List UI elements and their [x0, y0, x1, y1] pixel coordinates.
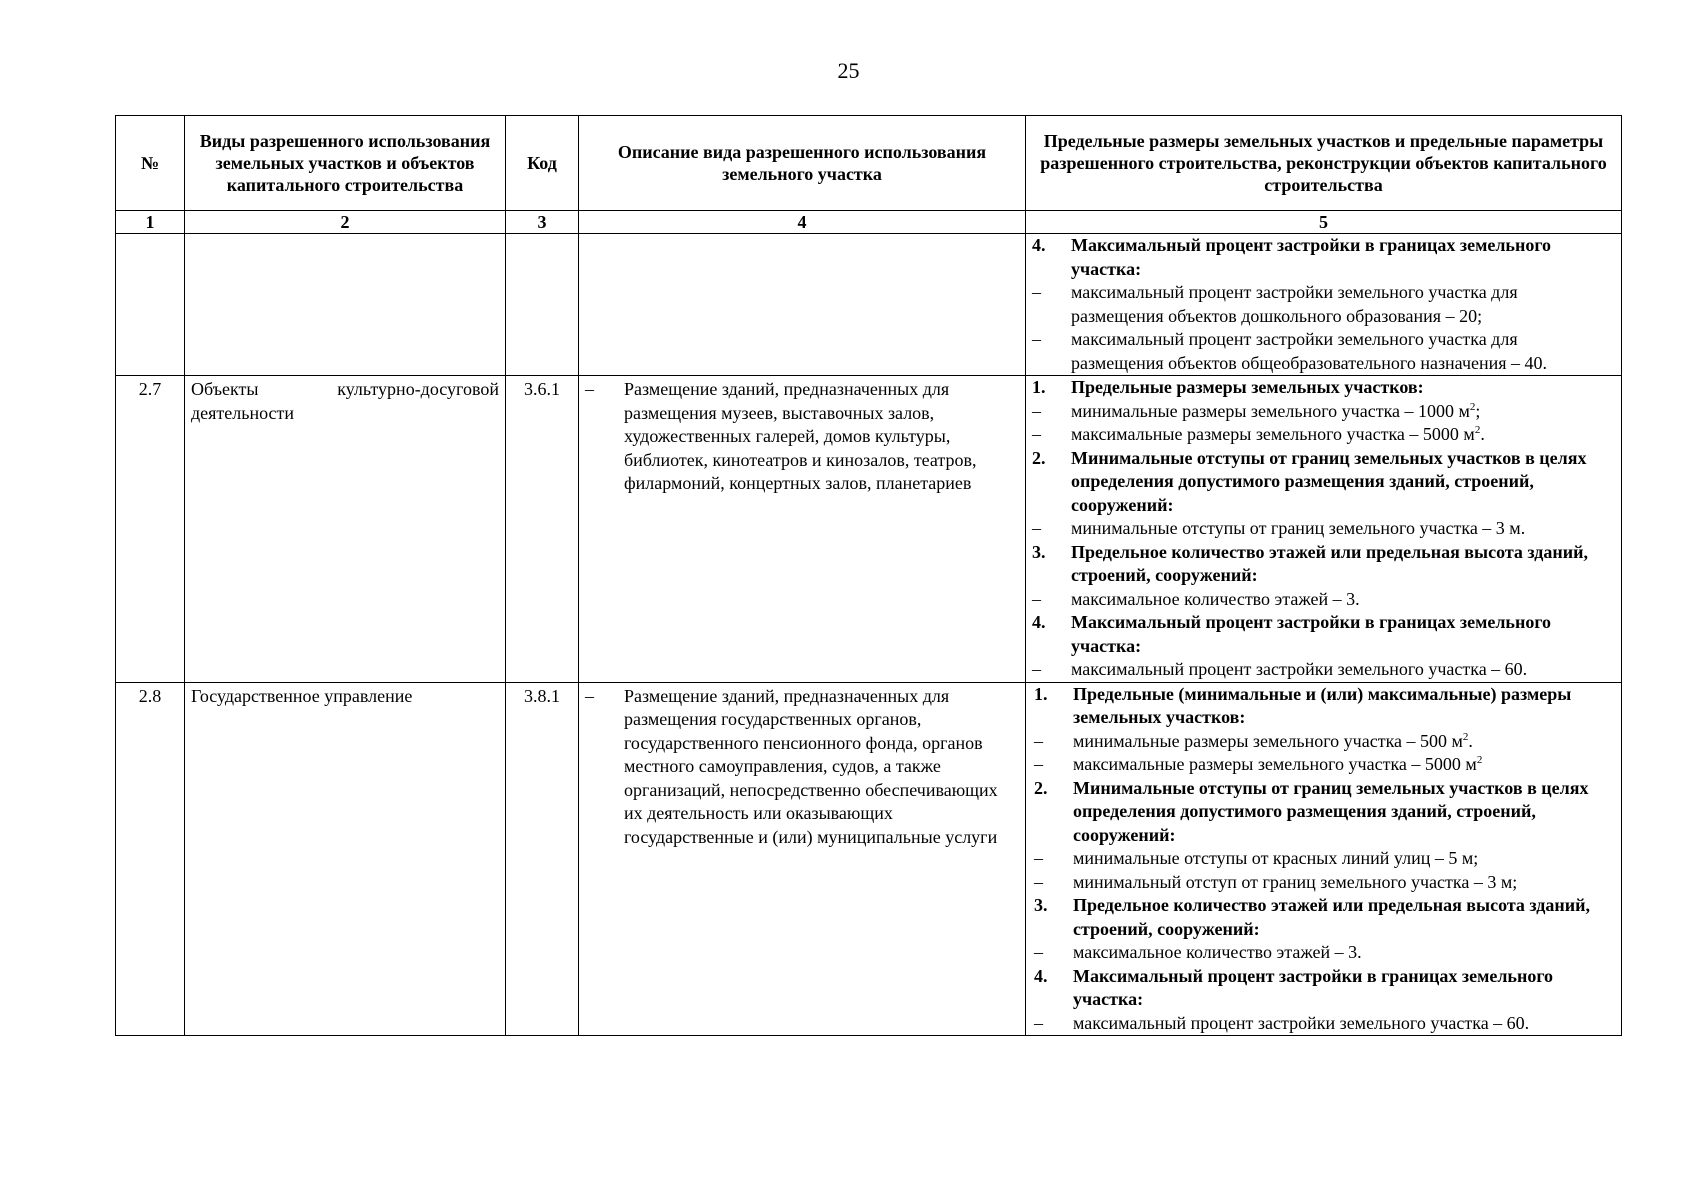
parameter-item: [1032, 965, 1613, 1012]
use-code: 3.8.1: [506, 682, 579, 1036]
parameter-text: максимальные размеры земельного участка – 5000 $м^2$: [1073, 754, 1483, 774]
column-number: 4: [579, 211, 1026, 234]
list-marker: 3.: [1034, 895, 1048, 915]
parameter-text: максимальный процент застройки земельного участка для размещения объектов общеобразовательного назначения – 40.: [1071, 329, 1548, 373]
parameters-cell: [1026, 234, 1622, 376]
parameter-item: [1032, 517, 1613, 541]
parameter-text: минимальные размеры земельного участка – 1000 $м^2$;: [1071, 400, 1481, 421]
parameter-item: [1032, 423, 1613, 447]
list-marker: –: [1034, 871, 1043, 892]
page-number: 25: [837, 58, 860, 83]
use-type-name: [185, 234, 506, 376]
use-type-name: [185, 682, 506, 1036]
header-number: №: [116, 116, 185, 211]
parameter-item: [1032, 376, 1613, 400]
table-header-row: [116, 116, 1622, 211]
list-marker: 1.: [1032, 377, 1046, 397]
parameter-text: максимальный процент застройки земельного участка для размещения объектов дошкольного образования – 20;: [1071, 282, 1518, 326]
parameter-item: [1032, 683, 1613, 730]
list-marker: –: [1032, 518, 1041, 538]
use-type-line: Государственное управление: [191, 685, 413, 706]
parameter-item: [1032, 447, 1613, 518]
parameter-text: минимальные отступы от границ земельного участка – 3 м.: [1071, 518, 1526, 538]
use-code: 3.6.1: [506, 376, 579, 683]
parameter-item: [1032, 847, 1613, 871]
list-marker: 2.: [1034, 777, 1048, 798]
superscript: 2: [1462, 730, 1469, 743]
list-marker: –: [1032, 588, 1041, 609]
list-marker: 1.: [1034, 683, 1048, 704]
list-marker: –: [1032, 329, 1041, 349]
parameter-item: [1032, 328, 1613, 375]
land-use-table: [115, 115, 1622, 1036]
list-marker: 4.: [1032, 612, 1046, 632]
row-number: 2.7: [116, 376, 185, 683]
column-number: 5: [1026, 211, 1622, 234]
parameters-cell: [1026, 376, 1622, 683]
table-row: [116, 376, 1622, 683]
use-description: [579, 682, 1026, 1036]
parameter-item: [1032, 730, 1613, 754]
parameter-item: [1032, 1012, 1613, 1036]
description-text: Размещение зданий, предназначенных для размещения музеев, выставочных залов, художественных галерей, домов культуры, библиотек, кинотеатров и кинозалов, театров, филармоний, концертных залов, планетариев: [624, 379, 977, 493]
parameter-item: [1032, 777, 1613, 848]
use-description: [579, 376, 1026, 683]
use-type-line: деятельности: [191, 402, 295, 423]
parameter-item: [1032, 611, 1613, 658]
use-code: [506, 234, 579, 376]
parameter-text: максимальное количество этажей – 3.: [1071, 588, 1360, 609]
parameters-cell: [1026, 682, 1622, 1036]
list-marker: 3.: [1032, 541, 1046, 562]
description-item: [585, 685, 1017, 850]
list-marker: –: [1034, 754, 1043, 774]
superscript: 2: [1469, 400, 1476, 413]
list-marker: –: [1032, 659, 1041, 679]
parameter-text: минимальный отступ от границ земельного участка – 3 м;: [1073, 871, 1518, 892]
parameter-item: [1032, 941, 1613, 965]
column-number-row: [116, 211, 1622, 234]
list-marker: 4.: [1034, 965, 1048, 986]
parameter-item: [1032, 658, 1613, 682]
superscript: 2: [1476, 754, 1483, 766]
parameter-text: Предельные (минимальные и (или) максимальные) размеры земельных участков:: [1073, 683, 1572, 727]
column-number: 1: [116, 211, 185, 234]
parameter-item: [1032, 400, 1613, 424]
list-marker: –: [1032, 424, 1041, 444]
parameter-item: [1032, 871, 1613, 895]
list-marker: –: [1032, 400, 1041, 421]
row-number: 2.8: [116, 682, 185, 1036]
table-row: [116, 682, 1622, 1036]
parameter-text: Предельное количество этажей или предельная высота зданий, строений, сооружений:: [1073, 895, 1591, 939]
parameter-text: максимальное количество этажей – 3.: [1073, 942, 1362, 962]
parameter-item: [1032, 753, 1613, 777]
description-text: Размещение зданий, предназначенных для размещения государственных органов, государственного пенсионного фонда, органов местного самоуправления, судов, а также организаций, непосредственно обеспечивающих их деятельность или оказывающих государственные и (или) муниципальные услуги: [624, 685, 998, 847]
parameter-text: Максимальный процент застройки в границах земельного участка:: [1071, 612, 1552, 656]
list-marker: –: [585, 379, 594, 399]
parameter-text: минимальные размеры земельного участка – 500 $м^2$.: [1073, 730, 1473, 751]
use-type-name: [185, 376, 506, 683]
parameter-text: Предельные размеры земельных участков:: [1071, 377, 1424, 397]
use-type-line: Объекты культурно-досуговой: [191, 379, 499, 399]
list-marker: 2.: [1032, 447, 1046, 468]
parameter-text: Максимальный процент застройки в границах земельного участка:: [1073, 965, 1554, 1009]
column-number: 2: [185, 211, 506, 234]
header-code: Код: [506, 116, 579, 211]
header-use-type: Виды разрешенного использования земельных участков и объектов капитального строительства: [185, 116, 506, 211]
table-row: [116, 234, 1622, 376]
row-number: [116, 234, 185, 376]
superscript: 2: [1474, 424, 1481, 436]
parameter-item: [1032, 234, 1613, 281]
list-marker: –: [1034, 942, 1043, 962]
list-marker: 4.: [1032, 235, 1046, 255]
list-marker: –: [585, 685, 594, 706]
parameter-text: Максимальный процент застройки в границах земельного участка:: [1071, 235, 1552, 279]
parameter-text: Минимальные отступы от границ земельных участков в целях определения допустимого размещения зданий, строений, сооружений:: [1071, 447, 1587, 515]
header-description: Описание вида разрешенного использования земельного участка: [579, 116, 1026, 211]
header-parameters: Предельные размеры земельных участков и предельные параметры разрешенного строительства, реконструкции объектов капитального строительства: [1026, 116, 1622, 211]
column-number: 3: [506, 211, 579, 234]
parameter-text: минимальные отступы от красных линий улиц – 5 м;: [1073, 848, 1479, 868]
parameter-item: [1032, 281, 1613, 328]
list-marker: –: [1034, 1012, 1043, 1033]
parameter-text: максимальный процент застройки земельного участка – 60.: [1073, 1012, 1530, 1033]
list-marker: –: [1034, 848, 1043, 868]
list-marker: –: [1034, 730, 1043, 751]
parameter-item: [1032, 541, 1613, 588]
parameter-text: Предельное количество этажей или предельная высота зданий, строений, сооружений:: [1071, 541, 1589, 585]
parameter-text: максимальные размеры земельного участка – 5000 $м^2$.: [1071, 424, 1485, 444]
parameter-text: максимальный процент застройки земельного участка – 60.: [1071, 659, 1528, 679]
use-description: [579, 234, 1026, 376]
parameter-item: [1032, 588, 1613, 612]
list-marker: –: [1032, 282, 1041, 302]
description-item: [585, 378, 1017, 496]
parameter-item: [1032, 894, 1613, 941]
parameter-text: Минимальные отступы от границ земельных участков в целях определения допустимого размещения зданий, строений, сооружений:: [1073, 777, 1589, 845]
